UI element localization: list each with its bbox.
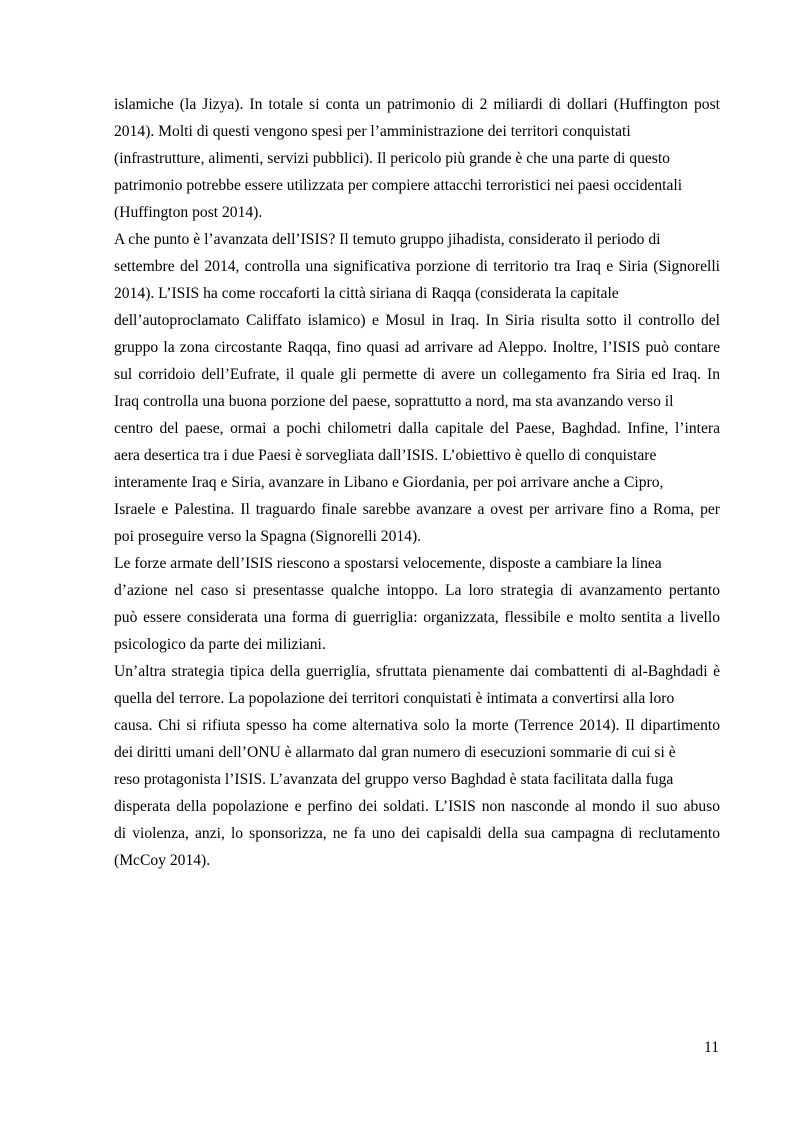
text-line: Le forze armate dell’ISIS riescono a spostarsi velocemente, disposte a cambiare la linea <box>114 555 662 572</box>
text-line: d’azione nel caso si presentasse qualche intoppo. La loro strategia di avanzamento pertanto <box>114 582 720 599</box>
text-line: Israele e Palestina. Il traguardo finale sarebbe avanzare a ovest per arrivare fino a Roma, per <box>114 501 720 518</box>
text-line: dell’autoproclamato Califfato islamico) e Mosul in Iraq. In Siria risulta sotto il controllo del <box>114 312 720 329</box>
text-line: dei diritti umani dell’ONU è allarmato dal gran numero di esecuzioni sommarie di cui si è <box>114 744 676 761</box>
text-line: quella del terrore. La popolazione dei territori conquistati è intimata a convertirsi alla loro <box>114 690 675 707</box>
text-line: settembre del 2014, controlla una significativa porzione di territorio tra Iraq e Siria (Signorelli <box>114 258 720 275</box>
text-line: reso protagonista l’ISIS. L’avanzata del gruppo verso Baghdad è stata facilitata dalla fuga <box>114 771 674 788</box>
text-line: poi proseguire verso la Spagna (Signorelli 2014). <box>114 528 422 545</box>
text-line: centro del paese, ormai a pochi chilometri dalla capitale del Paese, Baghdad. Infine, l’intera <box>114 420 720 437</box>
text-line: (McCoy 2014). <box>114 852 211 869</box>
page-number: 11 <box>703 1039 719 1056</box>
text-line: Iraq controlla una buona porzione del paese, soprattutto a nord, ma sta avanzando verso il <box>114 393 674 410</box>
text-line: (infrastrutture, alimenti, servizi pubblici). Il pericolo più grande è che una parte di questo <box>114 150 670 167</box>
text-line: patrimonio potrebbe essere utilizzata per compiere attacchi terroristici nei paesi occidentali <box>114 177 683 194</box>
text-line: psicologico da parte dei miliziani. <box>114 636 326 653</box>
text-line: di violenza, anzi, lo sponsorizza, ne fa uno dei capisaldi della sua campagna di reclutamento <box>114 825 720 842</box>
text-line: A che punto è l’avanzata dell’ISIS? Il temuto gruppo jihadista, considerato il periodo di <box>114 231 661 248</box>
text-line: può essere considerata una forma di guerriglia: organizzata, flessibile e molto sentita a livello <box>114 609 720 626</box>
text-line: aera desertica tra i due Paesi è sorvegliata dall’ISIS. L’obiettivo è quello di conquistare <box>114 447 657 464</box>
text-line: disperata della popolazione e perfino dei soldati. L’ISIS non nasconde al mondo il suo abuso <box>114 798 720 815</box>
text-line: sul corridoio dell’Eufrate, il quale gli permette di avere un collegamento fra Siria ed Iraq. In <box>114 366 720 383</box>
text-line: 2014). Molti di questi vengono spesi per l’amministrazione dei territori conquistati <box>114 123 631 140</box>
text-line: interamente Iraq e Siria, avanzare in Libano e Giordania, per poi arrivare anche a Cipro, <box>114 474 664 491</box>
text-line: Un’altra strategia tipica della guerriglia, sfruttata pienamente dai combattenti di al-Baghdadi è <box>114 663 720 680</box>
text-line: gruppo la zona circostante Raqqa, fino quasi ad arrivare ad Aleppo. Inoltre, l’ISIS può contare <box>114 339 720 356</box>
text-line: (Huffington post 2014). <box>114 204 263 221</box>
text-line: causa. Chi si rifiuta spesso ha come alternativa solo la morte (Terrence 2014). Il dipartimento <box>114 717 720 734</box>
text-line: islamiche (la Jizya). In totale si conta un patrimonio di 2 miliardi di dollari (Huffington post <box>114 96 720 113</box>
text-line: 2014). L’ISIS ha come roccaforti la città siriana di Raqqa (considerata la capitale <box>114 285 619 302</box>
body-text <box>114 91 720 874</box>
